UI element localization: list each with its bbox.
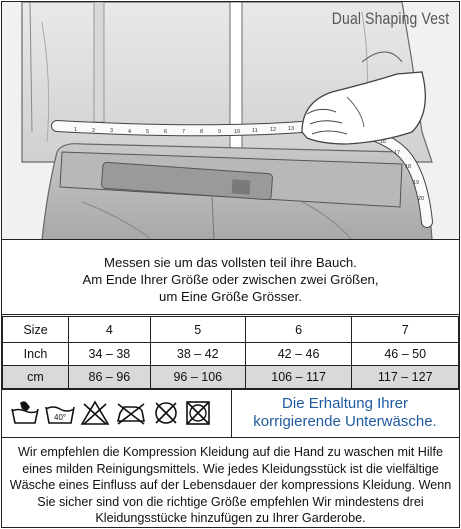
no-dry-clean-icon (152, 399, 180, 432)
cm-value: 106 – 117 (245, 366, 352, 389)
no-bleach-icon (80, 399, 110, 432)
svg-text:10: 10 (234, 129, 241, 135)
care-divider (231, 390, 232, 438)
measuring-instructions (2, 241, 459, 315)
svg-text:16: 16 (380, 139, 387, 145)
care-note (234, 395, 456, 431)
svg-text:1: 1 (74, 127, 78, 133)
svg-text:20: 20 (418, 196, 425, 202)
care-recommendation: Wir empfehlen die Kompression Kleidung auf die Hand zu waschen mit Hilfe eines milden Reinigungsmittels. Wie jedes Kleidungsstück ist die vielfältige Wäsche eines Einfluss auf der Lebensdauer der kompressions Kleidung. Wenn Sie sicher sind von die richtige Größe empfehlen Wir mindestens drei Kleidungsstücke hinzufügen zu Ihrer Garderobe. (9, 445, 452, 526)
measuring-illustration (2, 2, 459, 240)
hand-wash-icon (10, 399, 40, 432)
inch-value: 42 – 46 (245, 343, 352, 366)
no-tumble-dry-icon (184, 399, 212, 432)
size-table (2, 316, 459, 389)
cm-label: cm (3, 366, 69, 389)
size-4: 4 (69, 317, 151, 343)
no-iron-icon (114, 399, 148, 432)
svg-text:5: 5 (146, 129, 150, 135)
size-5: 5 (150, 317, 245, 343)
care-note-line-2: korrigierende Unterwäsche. (253, 413, 437, 430)
wash-40-icon (44, 399, 76, 432)
svg-text:17: 17 (394, 150, 401, 156)
care-note-line-1: Die Erhaltung Ihrer (282, 395, 408, 412)
svg-text:3: 3 (110, 128, 114, 134)
care-section (2, 389, 459, 438)
cm-value: 117 – 127 (352, 366, 459, 389)
svg-text:7: 7 (182, 129, 186, 135)
size-header-label: Size (3, 317, 69, 343)
cm-value: 96 – 106 (150, 366, 245, 389)
cm-value: 86 – 96 (69, 366, 151, 389)
svg-text:2: 2 (92, 128, 96, 134)
inch-value: 38 – 42 (150, 343, 245, 366)
instruction-line-2: Am Ende Ihrer Größe oder zwischen zwei Größen, (82, 272, 379, 287)
svg-text:19: 19 (413, 180, 420, 186)
svg-text:13: 13 (288, 126, 295, 132)
inch-label: Inch (3, 343, 69, 366)
torso-measuring-drawing (2, 2, 459, 240)
instruction-line-3: um Eine Größe Grösser. (159, 289, 302, 304)
svg-text:18: 18 (405, 164, 412, 170)
inch-value: 46 – 50 (352, 343, 459, 366)
inch-value: 34 – 38 (69, 343, 151, 366)
wash-temperature: 40° (54, 412, 67, 422)
svg-text:8: 8 (200, 129, 204, 135)
svg-text:9: 9 (218, 129, 222, 135)
svg-text:11: 11 (252, 128, 258, 134)
inch-row (3, 343, 459, 366)
care-icons (10, 400, 212, 430)
svg-text:6: 6 (164, 129, 168, 135)
cm-row (3, 366, 459, 389)
size-header-row (3, 317, 459, 343)
instruction-line-1: Messen sie um das vollsten teil ihre Bauch. (104, 255, 357, 270)
product-title: Dual Shaping Vest (331, 9, 449, 28)
svg-text:4: 4 (128, 129, 132, 135)
size-7: 7 (352, 317, 459, 343)
svg-text:12: 12 (270, 127, 277, 133)
size-6: 6 (245, 317, 352, 343)
